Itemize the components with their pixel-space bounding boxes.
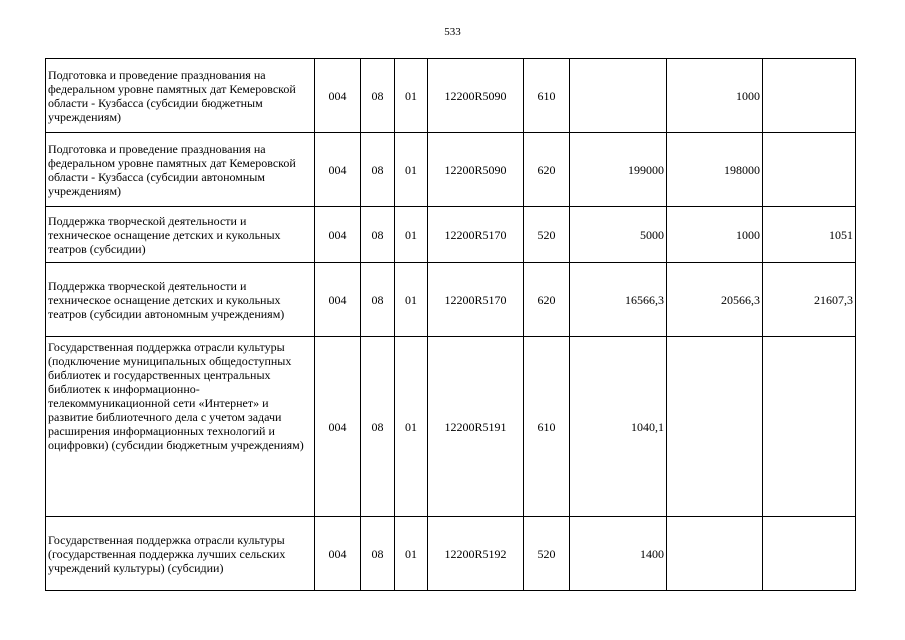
row-name: Поддержка творческой деятельности и техническое оснащение детских и кукольных театров (субсидии автономным учреждениям) — [46, 263, 315, 337]
ministry-code: 004 — [315, 207, 361, 263]
ministry-code: 004 — [315, 133, 361, 207]
target-article: 12200R5090 — [428, 59, 524, 133]
table-row — [46, 59, 856, 133]
amount-year-3: 21607,3 — [763, 263, 856, 337]
subsection-code: 01 — [395, 517, 428, 591]
subsection-code: 01 — [395, 133, 428, 207]
expense-type: 520 — [524, 517, 570, 591]
amount-year-1: 1400 — [570, 517, 667, 591]
table-row — [46, 263, 856, 337]
table-row — [46, 337, 856, 517]
amount-year-3 — [763, 517, 856, 591]
expense-type: 620 — [524, 133, 570, 207]
section-code: 08 — [361, 59, 395, 133]
expense-type: 610 — [524, 337, 570, 517]
target-article: 12200R5090 — [428, 133, 524, 207]
amount-year-1: 1040,1 — [570, 337, 667, 517]
table-row — [46, 207, 856, 263]
section-code: 08 — [361, 337, 395, 517]
ministry-code: 004 — [315, 337, 361, 517]
amount-year-2 — [667, 337, 763, 517]
amount-year-2: 1000 — [667, 59, 763, 133]
row-name: Государственная поддержка отрасли культуры (государственная поддержка лучших сельских учреждений культуры) (субсидии) — [46, 517, 315, 591]
amount-year-3: 1051 — [763, 207, 856, 263]
target-article: 12200R5191 — [428, 337, 524, 517]
section-code: 08 — [361, 133, 395, 207]
ministry-code: 004 — [315, 517, 361, 591]
subsection-code: 01 — [395, 337, 428, 517]
amount-year-2 — [667, 517, 763, 591]
row-name: Государственная поддержка отрасли культуры (подключение муниципальных общедоступных библиотек и государственных центральных библиотек к информационно-телекоммуникационной сети «Интернет» и развитие библиотечного дела с учетом задачи расширения информационных технологий и оцифровки) (субсидии бюджетным учреждениям) — [46, 337, 315, 517]
target-article: 12200R5192 — [428, 517, 524, 591]
amount-year-2: 20566,3 — [667, 263, 763, 337]
ministry-code: 004 — [315, 263, 361, 337]
row-name: Поддержка творческой деятельности и техническое оснащение детских и кукольных театров (субсидии) — [46, 207, 315, 263]
section-code: 08 — [361, 207, 395, 263]
ministry-code: 004 — [315, 59, 361, 133]
amount-year-2: 1000 — [667, 207, 763, 263]
amount-year-3 — [763, 59, 856, 133]
amount-year-2: 198000 — [667, 133, 763, 207]
expense-type: 620 — [524, 263, 570, 337]
amount-year-1: 199000 — [570, 133, 667, 207]
amount-year-3 — [763, 337, 856, 517]
table-row — [46, 517, 856, 591]
row-name: Подготовка и проведение празднования на федеральном уровне памятных дат Кемеровской области - Кузбасса (субсидии бюджетным учреждениям) — [46, 59, 315, 133]
page-number: 533 — [444, 26, 461, 38]
amount-year-3 — [763, 133, 856, 207]
expense-type: 520 — [524, 207, 570, 263]
target-article: 12200R5170 — [428, 207, 524, 263]
section-code: 08 — [361, 517, 395, 591]
table-row — [46, 133, 856, 207]
amount-year-1: 16566,3 — [570, 263, 667, 337]
row-name: Подготовка и проведение празднования на федеральном уровне памятных дат Кемеровской области - Кузбасса (субсидии автономным учреждениям) — [46, 133, 315, 207]
amount-year-1 — [570, 59, 667, 133]
target-article: 12200R5170 — [428, 263, 524, 337]
subsection-code: 01 — [395, 59, 428, 133]
budget-table — [45, 58, 856, 591]
subsection-code: 01 — [395, 207, 428, 263]
section-code: 08 — [361, 263, 395, 337]
expense-type: 610 — [524, 59, 570, 133]
amount-year-1: 5000 — [570, 207, 667, 263]
subsection-code: 01 — [395, 263, 428, 337]
